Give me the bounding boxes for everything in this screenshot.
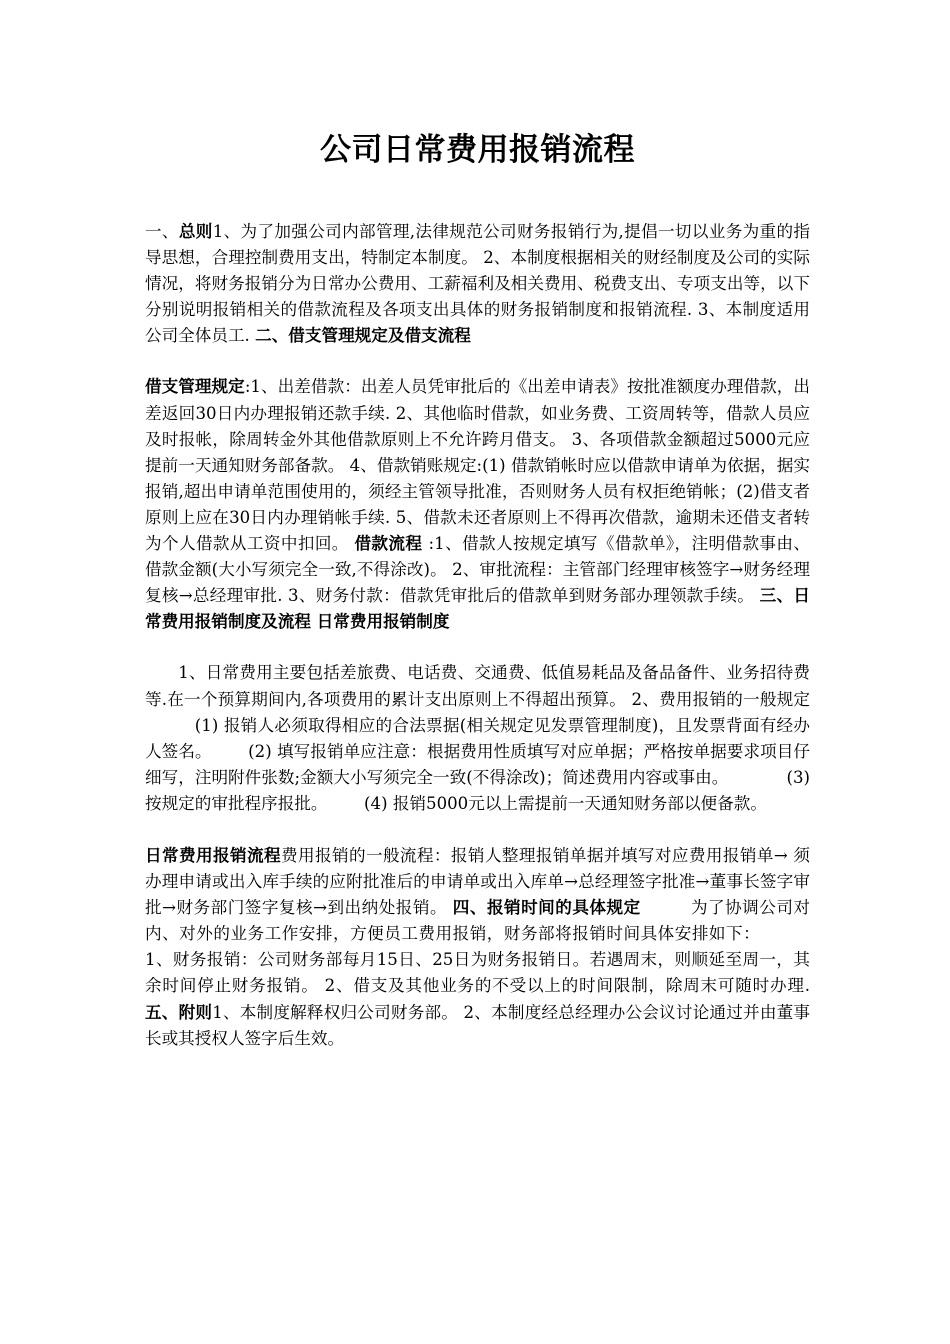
document-title: 公司日常费用报销流程	[320, 132, 635, 168]
rule-item-2: (2) 填写报销单应注意：根据费用性质填写对应单据；严格按单据要求项目仔细写，注明附件张数;金额大小写须完全一致(不得涂改)；简述费用内容或事由。	[145, 741, 811, 787]
section-heading-daily-expense: 三、日常费用报销制度及流程 日常费用报销制度	[145, 586, 810, 632]
section-heading-supplementary: 五、附则	[145, 1002, 213, 1022]
section-heading-borrowing: 二、借支管理规定及借支流程	[255, 326, 471, 346]
section-borrowing-rules	[145, 374, 810, 635]
section-general	[145, 219, 810, 349]
section-text: 费用报销的一般流程：报销人整理报销单据并填写对应费用报销单→ 须办理申请或出入库手续的应附批准后的申请单或出入库单→总经理签字批准→董事长签字审批→财务部门签字复核→到出纳处报销。	[145, 845, 810, 918]
subheading-borrowing-process: 借款流程	[354, 534, 429, 554]
subheading-borrowing-rules: 借支管理规定	[145, 377, 245, 397]
document-page	[145, 0, 810, 1052]
rule-item-1: (1) 报销人必须取得相应的合法票据(相关规定见发票管理制度)，且发票背面有经办人签名。	[145, 715, 810, 761]
section-daily-expense-rules	[145, 660, 810, 817]
section-text: 1、日常费用主要包括差旅费、电话费、交通费、低值易耗品及备品备件、业务招待费等.在一个预算期间内,各项费用的累计支出原则上不得超出预算。 2、费用报销的一般规定	[145, 663, 810, 709]
section-number: 一、	[145, 222, 179, 241]
section-heading-reimbursement-time: 四、报销时间的具体规定	[452, 898, 641, 918]
section-heading-general: 总则	[178, 222, 213, 241]
rule-item-3: (3) 按规定的审批程序报批。	[145, 767, 810, 813]
section-text: 1、财务报销：公司财务部每月15日、25日为财务报销日。若遇周末，则顺延至周一，其余时间停止财务报销。 2、借支及其他业务的不受以上的时间限制，除周末可随时办理.	[145, 950, 810, 996]
section-text: :1、借款人按规定填写《借款单》，注明借款事由、借款金额(大小写须完全一致,不得涂改)。 2、审批流程：主管部门经理审核签字→财务经理复核→总经理审批. 3、财务付款：借款凭审批后的借款单到财务部办理领款手续。	[145, 534, 810, 606]
section-text: 1、为了加强公司内部管理,法律规范公司财务报销行为,提倡一切以业务为重的指导思想，合理控制费用支出，特制定本制度。 2、本制度根据相关的财经制度及公司的实际情况，将财务报销分为日常办公费用、工薪福利及相关费用、税费支出、专项支出等，以下分别说明报销相关的借款流程及各项支出具体的财务报销制度和报销流程. 3、本制度适用公司全体员工.	[145, 222, 811, 346]
section-text: 1、本制度解释权归公司财务部。 2、本制度经总经理办公会议讨论通过并由董事长或其授权人签字后生效。	[145, 1002, 811, 1048]
rule-item-4: (4) 报销5000元以上需提前一天通知财务部以便备款。	[364, 793, 767, 813]
subheading-expense-process: 日常费用报销流程	[145, 845, 281, 865]
section-text: :1、出差借款：出差人员凭审批后的《出差申请表》按批准额度办理借款，出差返回30日内办理报销还款手续. 2、其他临时借款，如业务费、工资周转等，借款人员应及时报帐，除周转金外其他借款原则上不允许跨月借支。 3、各项借款金额超过5000元应提前一天通知财务部备款。 4、借款销账规定:(1) 借款销帐时应以借款申请单为依据，据实报销,超出申请单范围使用的，须经主管领导批准，否则财务人员有权拒绝销帐；(2)借支者原则上应在30日内办理销帐手续. 5、借款未还者原则上不得再次借款，逾期未还借支者转为个人借款从工资中扣回。	[145, 377, 810, 554]
section-daily-expense-process	[145, 843, 810, 1052]
section-text: 为了协调公司对内、对外的业务工作安排，方便员工费用报销，财务部将报销时间具体安排如下：	[145, 898, 810, 944]
